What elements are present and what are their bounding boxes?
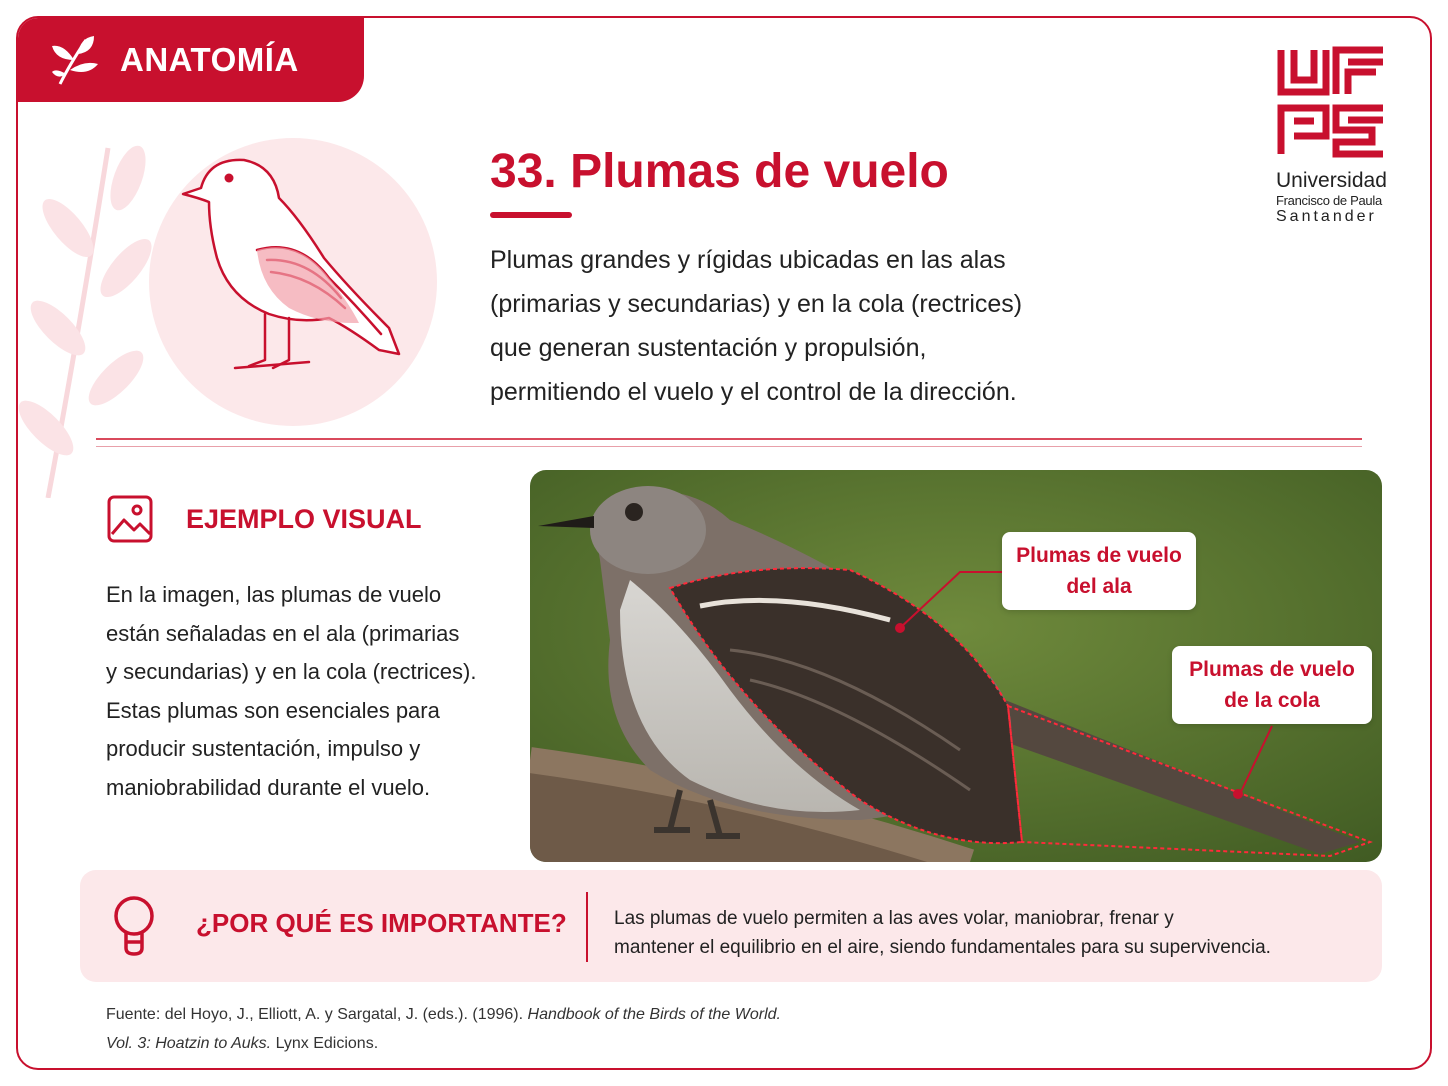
ufps-monogram-logo (1276, 46, 1388, 158)
term-title (490, 144, 949, 199)
section-divider-thin (96, 446, 1362, 447)
source-volume: Vol. 3: Hoatzin to Auks. (106, 1035, 272, 1052)
visual-example-line: maniobrabilidad durante el vuelo. (106, 774, 431, 800)
category-label: ANATOMÍA (120, 41, 299, 78)
source-line-2 (106, 1029, 781, 1058)
logo-line-1: Universidad (1276, 169, 1387, 192)
infographic-card (16, 16, 1432, 1070)
section-divider (96, 438, 1362, 440)
importance-line: Las plumas de vuelo permiten a las aves volar, maniobrar, frenar y (614, 908, 1174, 929)
callout-wing-line-2: del ala (1066, 575, 1132, 598)
definition-line: (primarias y secundarias) y en la cola (rectrices) (490, 290, 1023, 318)
lightbulb-icon (110, 894, 158, 958)
leaf-decoration-icon (18, 138, 168, 498)
source-citation (106, 1000, 781, 1058)
bird-illustration (149, 138, 437, 426)
image-icon (106, 494, 154, 544)
importance-title: ¿POR QUÉ ES IMPORTANTE? (196, 908, 567, 938)
term-name: Plumas de vuelo (570, 145, 949, 198)
visual-example-line: Estas plumas son esenciales para (106, 697, 440, 723)
visual-example-title: EJEMPLO VISUAL (186, 504, 422, 534)
category-tab (18, 18, 364, 102)
term-definition (490, 238, 1110, 414)
callout-tail-line-1: Plumas de vuelo (1189, 658, 1355, 681)
visual-example-line: y secundarias) y en la cola (rectrices). (106, 659, 477, 684)
callout-wing-line-1: Plumas de vuelo (1016, 544, 1182, 567)
importance-separator (586, 892, 588, 962)
callout-tail-line-2: de la cola (1224, 689, 1320, 712)
visual-example-text (106, 576, 516, 807)
ufps-logo (1276, 46, 1396, 226)
term-number: 33. (490, 145, 557, 198)
importance-box (80, 870, 1382, 982)
visual-example-line: producir sustentación, impulso y (106, 736, 421, 761)
source-authors: Fuente: del Hoyo, J., Elliott, A. y Sargatal, J. (eds.). (1996). (106, 1006, 528, 1023)
definition-line: que generan sustentación y propulsión, (490, 334, 927, 362)
callout-tail-feathers (1172, 646, 1372, 724)
callout-wing-feathers (1002, 532, 1196, 610)
visual-example-line: En la imagen, las plumas de vuelo (106, 582, 442, 607)
source-line-1 (106, 1000, 781, 1029)
bird-photo (530, 470, 1382, 862)
visual-example-line: están señaladas en el ala (primarias (106, 620, 460, 646)
importance-line: mantener el equilibrio en el aire, siendo fundamentales para su supervivencia. (614, 937, 1271, 958)
definition-line: Plumas grandes y rígidas ubicadas en las alas (490, 246, 1006, 274)
definition-line: permitiendo el vuelo y el control de la dirección. (490, 378, 1017, 406)
title-underline (490, 212, 572, 218)
logo-line-2: Francisco de Paula (1276, 193, 1382, 208)
logo-line-3: Santander (1276, 208, 1377, 225)
source-book-title: Handbook of the Birds of the World. (527, 1006, 781, 1023)
importance-text (614, 904, 1374, 962)
leaf-sprig-icon (50, 34, 102, 86)
source-publisher: Lynx Edicions. (271, 1035, 379, 1052)
bird-outline-icon (149, 138, 437, 426)
